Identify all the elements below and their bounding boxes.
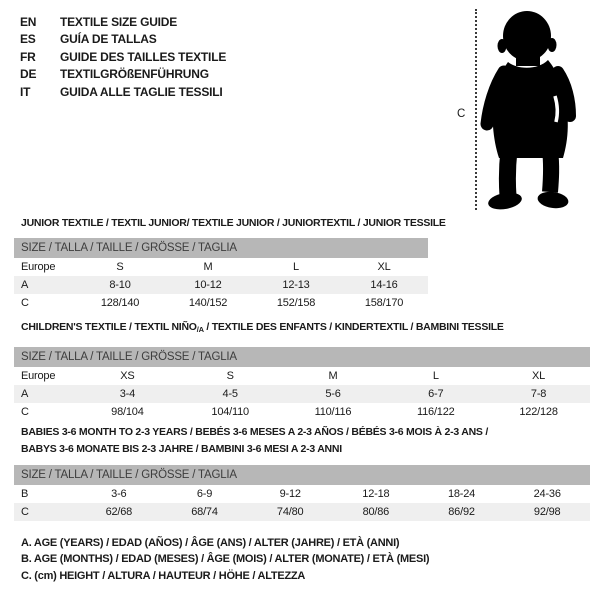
size-cell: 24-36 [533, 488, 561, 500]
size-cell: XL [532, 370, 546, 382]
size-header-bar: SIZE / TALLA / TAILLE / GRÖSSE / TAGLIA [14, 465, 590, 485]
table-row-height [14, 503, 590, 521]
table-row-age [14, 385, 590, 403]
size-cell: 62/68 [105, 506, 133, 518]
size-cell: 6-7 [428, 388, 444, 400]
title-text: GUÍA DE TALLAS [60, 32, 157, 47]
size-cell: 68/74 [191, 506, 218, 518]
children-table-title [21, 319, 504, 338]
size-cell: 8-10 [109, 279, 131, 291]
title-line-de [20, 66, 226, 84]
legend-line-b: B. AGE (MONTHS) / EDAD (MESES) / ÂGE (MOIS) / ALTER (MONATE) / ETÀ (MESI) [21, 553, 430, 566]
size-cell: 110/116 [314, 406, 352, 418]
table-row-age-months [14, 485, 590, 503]
size-cell: 5-6 [325, 388, 341, 400]
size-cell: 4-5 [222, 388, 238, 400]
size-cell: 14-16 [370, 279, 398, 291]
title-part: / TEXTILE DES ENFANTS / KINDERTEXTIL / BAMBINI TESSILE [203, 321, 504, 333]
lang-code: FR [20, 49, 36, 64]
size-cell: 122/128 [519, 406, 558, 418]
title-line-fr [20, 48, 226, 66]
size-cell: 104/110 [211, 406, 249, 418]
row-label: A [21, 388, 29, 400]
row-label: B [21, 488, 29, 500]
size-cell: 10-12 [194, 279, 222, 291]
size-cell: S [116, 261, 124, 273]
title-line-2: BABYS 3-6 MONATE BIS 2-3 JAHRE / BAMBINI 3-6 MESI A 2-3 ANNI [21, 443, 342, 455]
legend-block [21, 535, 429, 584]
table-row-height [14, 294, 428, 312]
size-cell: 92/98 [533, 506, 561, 518]
children-size-table [14, 347, 590, 421]
title-text: GUIDA ALLE TAGLIE TESSILI [60, 84, 223, 99]
title-subscript: /A [196, 325, 204, 334]
title-line-it [20, 83, 226, 101]
row-label: C [21, 506, 29, 518]
lang-code: IT [20, 84, 31, 99]
language-title-block [20, 13, 226, 101]
size-cell: 140/152 [188, 297, 228, 309]
size-header-bar: SIZE / TALLA / TAILLE / GRÖSSE / TAGLIA [14, 238, 428, 258]
title-text: TEXTILGRÖßENFÜHRUNG [60, 67, 209, 82]
babies-table-title [21, 424, 488, 458]
title-part: CHILDREN'S TEXTILE / TEXTIL NIÑO [21, 321, 197, 333]
row-label: A [21, 279, 29, 291]
size-cell: L [432, 370, 439, 382]
table-row-age [14, 276, 428, 294]
legend-line-a: A. AGE (YEARS) / EDAD (AÑOS) / ÂGE (ANS) / ALTER (JAHRE) / ETÀ (ANNI) [21, 537, 400, 549]
table-row-europe [14, 367, 590, 385]
size-cell: 3-6 [111, 488, 127, 500]
size-cell: 158/170 [364, 297, 404, 309]
size-cell: 74/80 [276, 506, 304, 518]
title-line-en [20, 13, 226, 31]
size-cell: S [226, 370, 234, 382]
table-row-europe [14, 258, 428, 276]
title-text: GUIDE DES TAILLES TEXTILE [60, 49, 227, 64]
row-label: Europe [21, 370, 56, 382]
size-cell: 116/122 [417, 406, 455, 418]
size-cell: 128/140 [100, 297, 140, 309]
title-line-es [20, 31, 226, 49]
size-cell: M [328, 370, 338, 382]
row-label: C [21, 406, 29, 418]
title-text: TEXTILE SIZE GUIDE [60, 14, 178, 29]
size-cell: XS [120, 370, 135, 382]
title-line-1: BABIES 3-6 MONTH TO 2-3 YEARS / BEBÉS 3-6 MESES A 2-3 AÑOS / BÉBÉS 3-6 MOIS À 2-3 ANS / [21, 426, 489, 438]
size-cell: 7-8 [530, 388, 547, 400]
row-label: C [21, 297, 29, 309]
size-cell: 98/104 [111, 406, 144, 418]
size-cell: XL [377, 261, 391, 273]
row-label: Europe [21, 261, 56, 273]
height-measure-dotted-line [475, 9, 477, 210]
junior-size-table [14, 238, 428, 312]
size-cell: 6-9 [196, 488, 213, 500]
size-cell: L [293, 261, 299, 273]
size-cell: 152/158 [276, 297, 316, 309]
table-row-height [14, 403, 590, 421]
lang-code: EN [20, 14, 37, 29]
height-measure-label: C [457, 108, 466, 120]
size-cell: 12-13 [282, 279, 310, 291]
size-cell: M [203, 261, 213, 273]
lang-code: DE [20, 67, 37, 82]
junior-table-title: JUNIOR TEXTILE / TEXTIL JUNIOR/ TEXTILE JUNIOR / JUNIORTEXTIL / JUNIOR TESSILE [21, 217, 446, 229]
legend-line-c: C. (cm) HEIGHT / ALTURA / HAUTEUR / HÖHE / ALTEZZA [21, 569, 306, 582]
size-cell: 3-4 [119, 388, 136, 400]
size-header-bar: SIZE / TALLA / TAILLE / GRÖSSE / TAGLIA [14, 347, 590, 367]
size-cell: 18-24 [447, 488, 476, 500]
size-cell: 9-12 [279, 488, 301, 500]
lang-code: ES [20, 32, 36, 47]
toddler-silhouette [480, 8, 580, 212]
size-cell: 80/86 [362, 506, 390, 518]
size-cell: 12-18 [362, 488, 390, 500]
babies-size-table [14, 465, 590, 521]
size-cell: 86/92 [448, 506, 475, 518]
